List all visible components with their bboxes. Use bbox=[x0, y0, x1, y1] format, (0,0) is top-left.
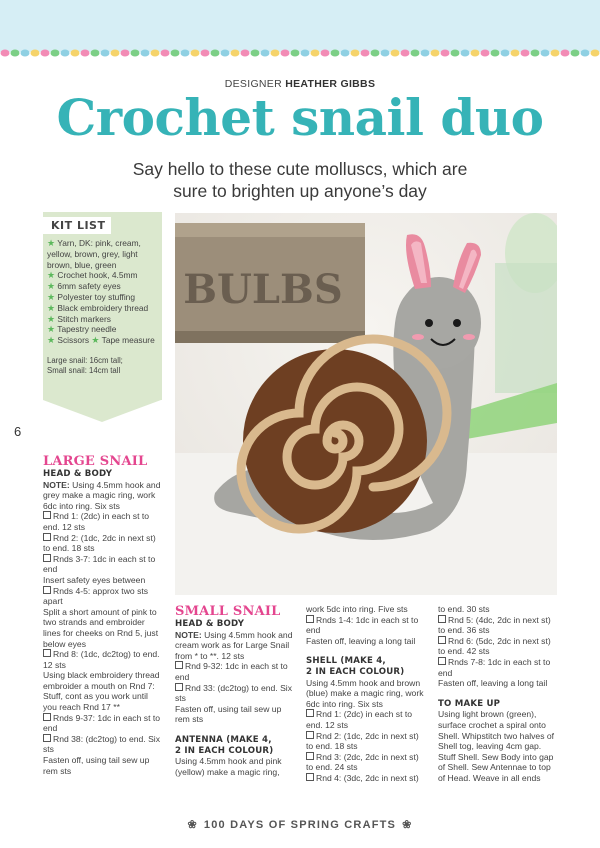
subheading-antenna-2: 2 IN EACH COLOUR) bbox=[175, 745, 274, 756]
border-dot bbox=[41, 50, 50, 57]
paragraph: Using black embroidery thread embroider a mouth on Rnd 7: Stuff, cont as you work until you reach Rnd 17 ** bbox=[43, 670, 160, 713]
checkbox-icon bbox=[306, 731, 314, 739]
crate bbox=[175, 223, 365, 343]
subheading: HEAD & BODY bbox=[43, 469, 113, 479]
border-dot bbox=[241, 50, 250, 57]
border-dot bbox=[361, 50, 370, 57]
border-dot bbox=[291, 50, 300, 57]
star-icon: ★ bbox=[47, 324, 56, 335]
page-number: 6 bbox=[14, 424, 22, 439]
border-dot bbox=[561, 50, 570, 57]
round-item: Rnd 8: (1dc, dc2tog) to end. 12 sts bbox=[43, 649, 160, 670]
subtitle: Say hello to these cute molluscs, which are sure to brighten up anyone’s day bbox=[132, 159, 468, 201]
kit-list-pennant bbox=[43, 400, 161, 422]
snail-photo bbox=[175, 213, 557, 595]
subheading-make-up: TO MAKE UP bbox=[438, 698, 501, 709]
border-dot bbox=[81, 50, 90, 57]
border-dot bbox=[21, 50, 30, 57]
list-item: ★ Tapestry needle bbox=[47, 324, 117, 335]
checkbox-icon bbox=[438, 657, 446, 665]
border-dot bbox=[371, 50, 380, 57]
border-dot bbox=[331, 50, 340, 57]
paragraph: Insert safety eyes between bbox=[43, 574, 146, 585]
round-item: Rnd 1: (2dc) in each st to end. 12 sts bbox=[306, 709, 413, 730]
border-dot bbox=[221, 50, 230, 57]
border-dot bbox=[271, 50, 280, 57]
round-item: Rnds 7-8: 1dc in each st to end bbox=[438, 656, 551, 678]
border-dot bbox=[251, 50, 260, 57]
border-dot bbox=[181, 50, 190, 57]
border-dot bbox=[301, 50, 310, 57]
list-item: ★ Scissors ★ Tape measure bbox=[47, 335, 155, 346]
crate-label: BULBS bbox=[183, 266, 343, 313]
kit-list-heading: KIT LIST bbox=[43, 217, 111, 234]
border-dot bbox=[411, 50, 420, 57]
section-heading-small-snail: SMALL SNAIL bbox=[175, 604, 281, 619]
star-icon: ★ bbox=[47, 313, 56, 324]
border-dot bbox=[211, 50, 220, 57]
star-icon: ★ bbox=[47, 291, 56, 302]
round-item: Rnd 9-32: 1dc in each st to end bbox=[175, 661, 288, 682]
paragraph: Fasten off, leaving a long tail bbox=[306, 635, 416, 646]
round-item: Rnds 4-5: approx two sts apart bbox=[43, 585, 149, 607]
page-title: Crochet snail duo bbox=[56, 88, 544, 147]
list-item: ★ Stitch markers bbox=[47, 313, 111, 324]
star-icon: ★ bbox=[91, 335, 100, 346]
section-heading-large-snail: LARGE SNAIL bbox=[43, 454, 148, 469]
paragraph: NOTE: Using 4.5mm hook and grey make a magic ring, work 6dc into ring. Six sts bbox=[43, 479, 161, 511]
checkbox-icon bbox=[43, 713, 51, 721]
subheading-antenna: ANTENNA (MAKE 4, bbox=[175, 734, 272, 745]
top-banner bbox=[0, 0, 600, 52]
paragraph: NOTE: Using 4.5mm hook and cream work as for Large Snail from * to **. 12 sts bbox=[175, 629, 293, 661]
designer-credit: DESIGNER HEATHER GIBBS bbox=[224, 78, 376, 90]
checkbox-icon bbox=[438, 636, 446, 644]
round-item: Rnd 2: (1dc, 2dc in next st) to end. 18 sts bbox=[43, 532, 156, 554]
round-item: Rnd 6: (5dc, 2dc in next st) to end. 42 sts bbox=[438, 635, 551, 657]
checkbox-icon bbox=[175, 661, 183, 669]
border-dot bbox=[501, 50, 510, 57]
checkbox-icon bbox=[306, 773, 314, 781]
border-dot bbox=[381, 50, 390, 57]
round-item: Rnd 4: (3dc, 2dc in next st) bbox=[306, 773, 428, 784]
checkbox-icon bbox=[43, 649, 51, 657]
snail-illustration bbox=[175, 213, 557, 595]
round-item: Rnd 38: (dc2tog) to end. Six sts bbox=[43, 733, 161, 755]
border-dot bbox=[71, 50, 80, 57]
border-dot bbox=[481, 50, 490, 57]
border-dot bbox=[571, 50, 580, 57]
border-dot bbox=[11, 50, 20, 57]
paragraph: work 5dc into ring. Five sts bbox=[306, 604, 408, 614]
checkbox-icon bbox=[43, 734, 51, 742]
column-small-snail bbox=[175, 604, 297, 777]
border-dot bbox=[231, 50, 240, 57]
border-dot bbox=[151, 50, 160, 57]
column-shell bbox=[306, 604, 428, 784]
border-dot bbox=[471, 50, 480, 57]
border-dot bbox=[491, 50, 500, 57]
border-dot bbox=[141, 50, 150, 57]
border-dot bbox=[341, 50, 350, 57]
border-dot bbox=[1, 50, 10, 57]
footer-text: 100 DAYS OF SPRING CRAFTS bbox=[203, 819, 397, 831]
round-item: Rnd 5: (4dc, 2dc in next st) to end. 36 sts bbox=[438, 614, 551, 636]
round-item: Rnds 1-4: 1dc in each st to end bbox=[306, 614, 419, 636]
paragraph: Using 4.5mm hook and pink (yellow) make a magic ring, bbox=[175, 756, 282, 777]
star-icon: ★ bbox=[47, 270, 56, 281]
border-dot bbox=[111, 50, 120, 57]
border-dot bbox=[431, 50, 440, 57]
paragraph: Fasten off, using tail sew up rem sts bbox=[175, 703, 282, 725]
round-item: Rnd 2: (1dc, 2dc in next st) to end. 18 sts bbox=[306, 730, 419, 752]
list-item: ★ Polyester toy stuffing bbox=[47, 291, 135, 302]
kit-list-items bbox=[47, 238, 161, 346]
checkbox-icon bbox=[43, 533, 51, 541]
border-dot bbox=[421, 50, 430, 57]
border-dot bbox=[261, 50, 270, 57]
border-dot bbox=[131, 50, 140, 57]
border-dot bbox=[351, 50, 360, 57]
paragraph: Fasten off, using tail sew up rem sts bbox=[43, 755, 150, 776]
border-dot bbox=[281, 50, 290, 57]
flower-icon: ❀ bbox=[187, 819, 198, 831]
paragraph: Using 4.5mm hook and brown (blue) make a magic ring, work 6dc into ring. Six sts bbox=[306, 677, 424, 709]
checkbox-icon bbox=[438, 615, 446, 623]
list-item: ★ Black embroidery thread bbox=[47, 302, 149, 313]
star-icon: ★ bbox=[47, 335, 56, 346]
border-dot bbox=[581, 50, 590, 57]
paragraph: Split a short amount of pink to two strands and embroider lines for cheeks on Rnd 5, just below eyes bbox=[43, 606, 159, 649]
column-large-snail bbox=[43, 454, 164, 776]
list-item: ★ 6mm safety eyes bbox=[47, 281, 121, 292]
border-dot bbox=[401, 50, 410, 57]
border-dot bbox=[391, 50, 400, 57]
paragraph: to end. 30 sts bbox=[438, 604, 490, 614]
checkbox-icon bbox=[175, 683, 183, 691]
star-icon: ★ bbox=[47, 302, 56, 313]
round-item: Rnds 9-37: 1dc in each st to end bbox=[43, 712, 161, 734]
flower-icon: ❀ bbox=[402, 819, 413, 831]
border-dot bbox=[161, 50, 170, 57]
column-make-up bbox=[438, 604, 560, 784]
subheading: HEAD & BODY bbox=[175, 619, 245, 629]
border-dot bbox=[521, 50, 530, 57]
border-dot bbox=[51, 50, 60, 57]
checkbox-icon bbox=[306, 615, 314, 623]
border-dot bbox=[541, 50, 550, 57]
border-dot bbox=[591, 50, 600, 57]
border-dot bbox=[441, 50, 450, 57]
border-dot bbox=[61, 50, 70, 57]
checkbox-icon bbox=[306, 709, 314, 717]
star-icon: ★ bbox=[47, 238, 56, 248]
border-dot bbox=[531, 50, 540, 57]
round-item: Rnds 3-7: 1dc in each st to end bbox=[43, 553, 156, 575]
border-dot bbox=[201, 50, 210, 57]
paragraph: Using light brown (green), surface crochet a spiral onto Shell. Whipstitch two halves of Shell tog, leaving 4cm gap. Stuff Shell. Sew Body into gap of Shell. Sew Antennae to top of Head. Weave in all ends bbox=[438, 709, 555, 783]
border-dot bbox=[321, 50, 330, 57]
border-dot bbox=[551, 50, 560, 57]
border-dot bbox=[91, 50, 100, 57]
checkbox-icon bbox=[43, 586, 51, 594]
footer bbox=[0, 818, 600, 831]
border-dot bbox=[31, 50, 40, 57]
border-dot bbox=[511, 50, 520, 57]
border-dot bbox=[451, 50, 460, 57]
border-dot bbox=[121, 50, 130, 57]
finished-sizes: Large snail: 16cm tall; Small snail: 14cm tall bbox=[47, 356, 123, 375]
border-dot bbox=[101, 50, 110, 57]
checkbox-icon bbox=[306, 752, 314, 760]
list-item: ★ Crochet hook, 4.5mm bbox=[47, 270, 138, 281]
star-icon: ★ bbox=[47, 281, 56, 292]
border-dot bbox=[191, 50, 200, 57]
border-dot bbox=[311, 50, 320, 57]
checkbox-icon bbox=[43, 511, 51, 519]
list-item: ★ Yarn, DK: pink, cream, yellow, brown, grey, light brown, blue, green bbox=[47, 238, 141, 270]
round-item: Rnd 33: (dc2tog) to end. Six sts bbox=[175, 682, 293, 704]
border-dot bbox=[171, 50, 180, 57]
paragraph: Fasten off, leaving a long tail bbox=[438, 678, 548, 689]
checkbox-icon bbox=[43, 554, 51, 562]
round-item: Rnd 3: (2dc, 2dc in next st) to end. 24 sts bbox=[306, 751, 419, 773]
round-item: Rnd 1: (2dc) in each st to end. 12 sts bbox=[43, 511, 150, 532]
scalloped-border bbox=[0, 49, 600, 59]
subheading-shell: SHELL (MAKE 4, bbox=[306, 656, 386, 667]
border-dot bbox=[461, 50, 470, 57]
subheading-shell-2: 2 IN EACH COLOUR) bbox=[306, 666, 405, 677]
